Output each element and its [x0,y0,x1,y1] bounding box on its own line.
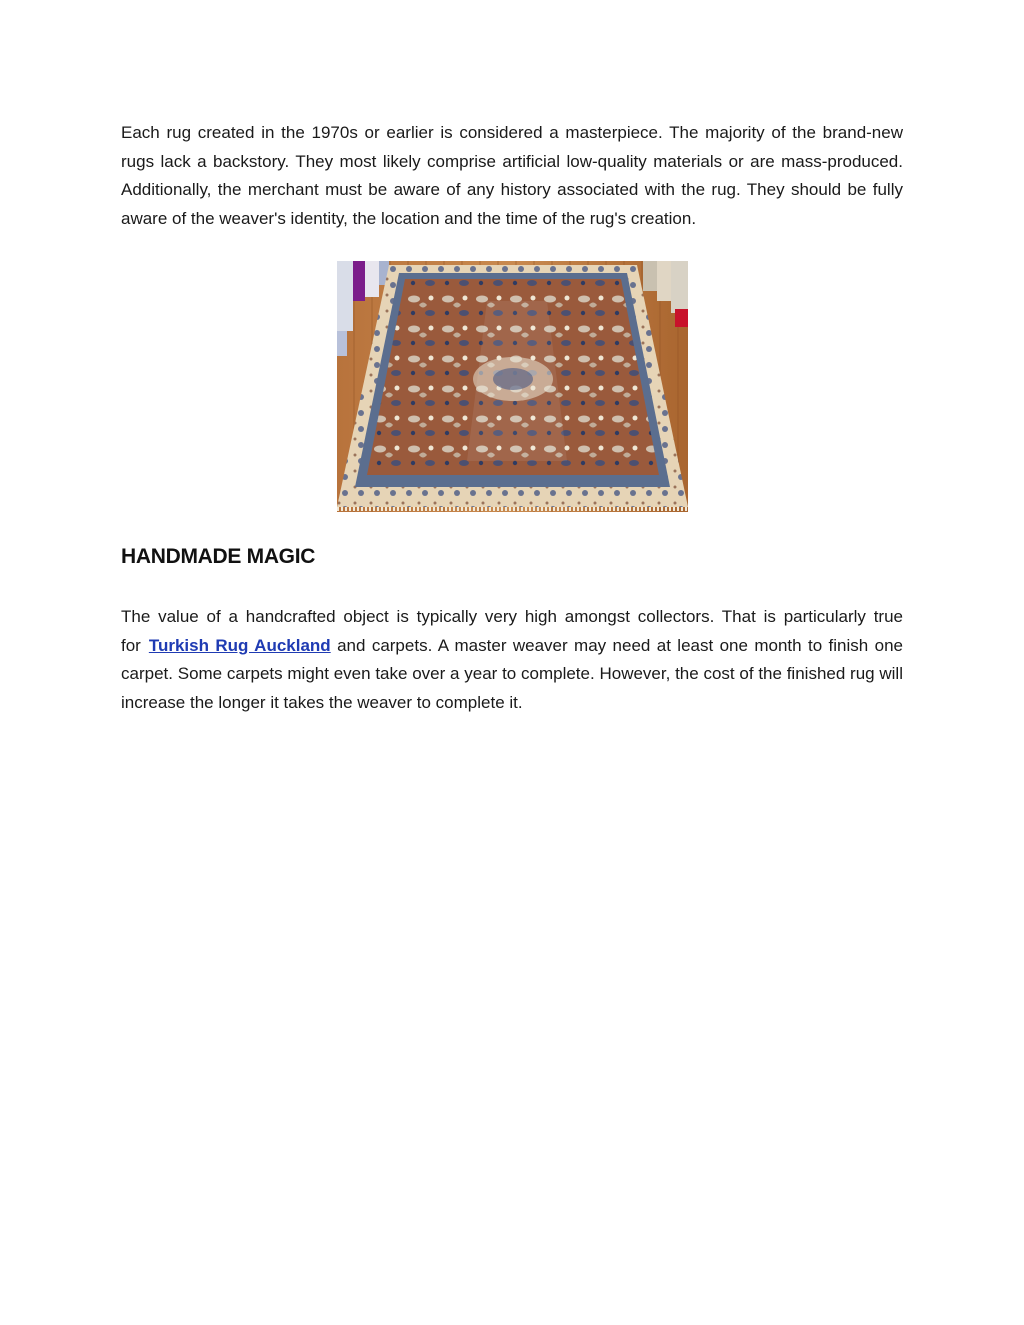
body-paragraph [121,603,903,717]
rug-photo [337,261,688,512]
paragraph-text-before-link: The value of a handcrafted object is typically very high amongst collectors. That is particularly true for [121,607,903,655]
paragraph-text-after-link: and carpets. A master weaver may need at least one month to finish one carpet. Some carpets might even take over a year to complete. However, the cost of the finished rug will increase the longer it takes the weaver to complete it. [121,635,903,712]
section-heading: HANDMADE MAGIC [121,545,316,568]
intro-paragraph: Each rug created in the 1970s or earlier is considered a masterpiece. The majority of the brand-new rugs lack a backstory. They most likely comprise artificial low-quality materials or are mass-produced. Additionally, the merchant must be aware of any history associated with the rug. They should be fully aware of the weaver's identity, the location and the time of the rug's creation. [121,123,903,228]
turkish-rug-auckland-link[interactable]: Turkish Rug Auckland [148,635,331,655]
